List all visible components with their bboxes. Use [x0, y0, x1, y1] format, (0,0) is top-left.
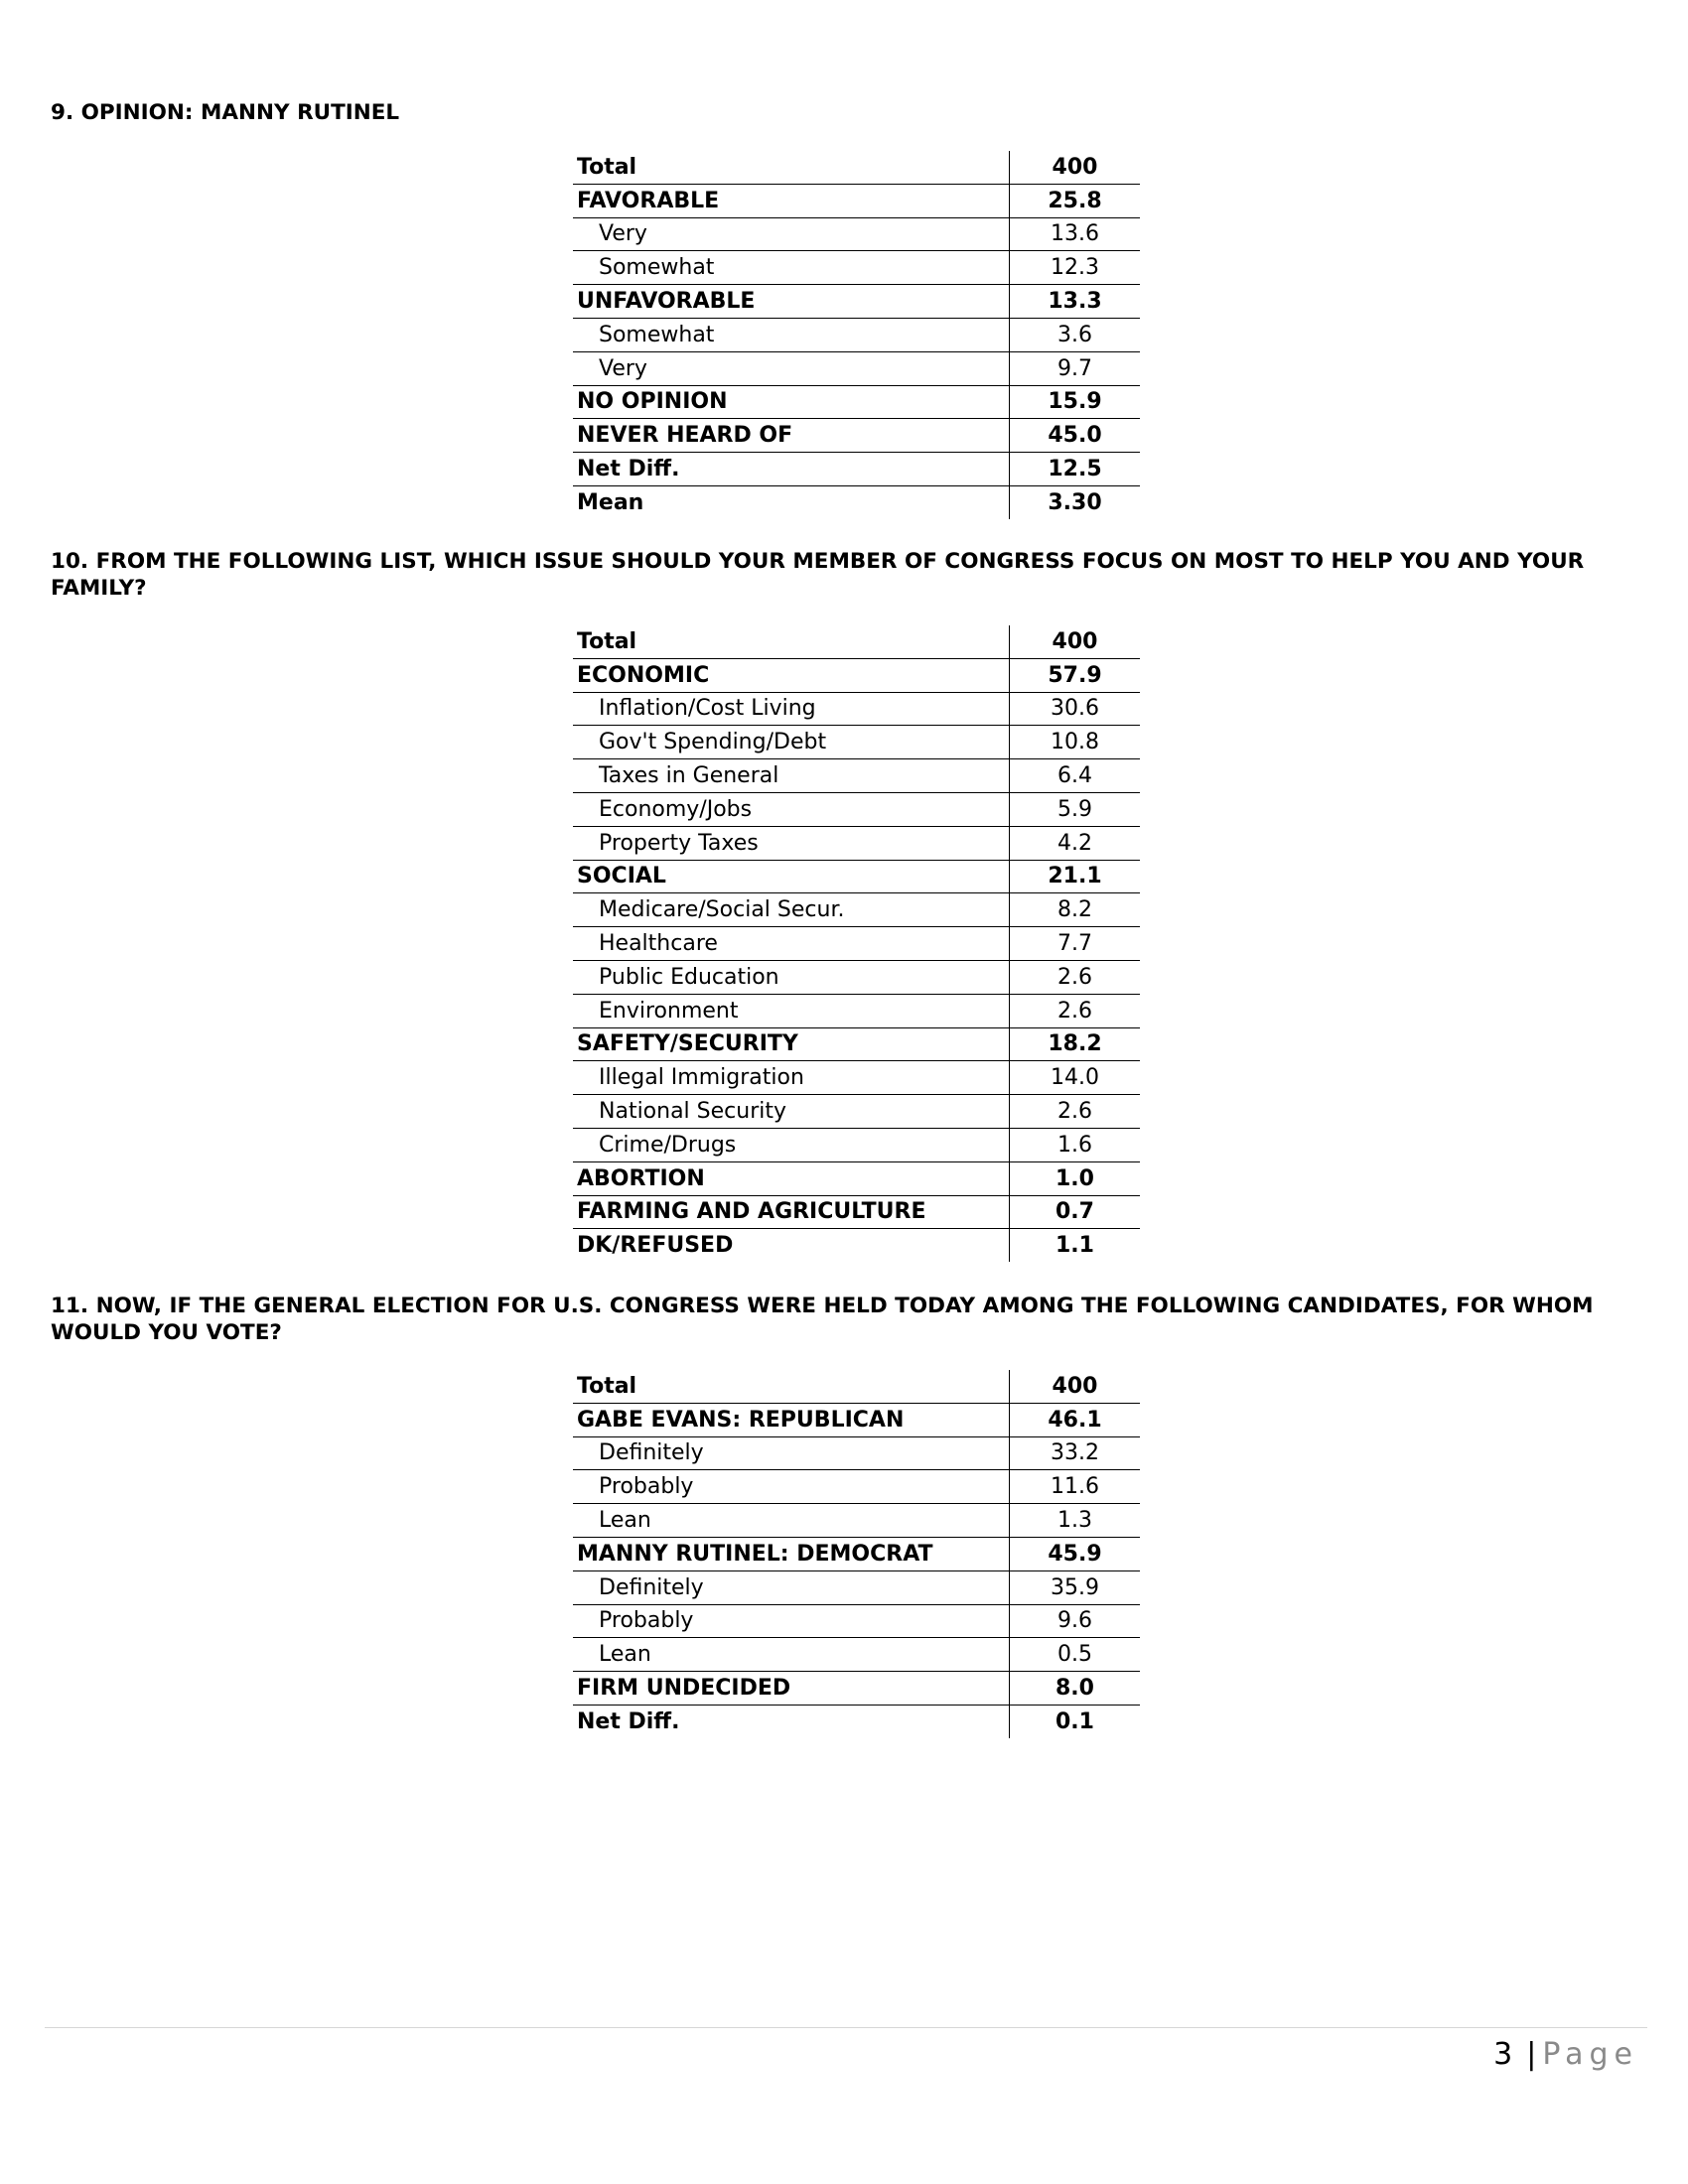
- row-value: 3.30: [1010, 485, 1141, 518]
- footer-divider: [45, 2027, 1647, 2028]
- row-label: Lean: [573, 1638, 1010, 1672]
- table-row: [573, 385, 1140, 419]
- row-value: 8.0: [1010, 1672, 1141, 1706]
- row-label: Net Diff.: [573, 453, 1010, 486]
- row-value: 0.7: [1010, 1195, 1141, 1229]
- row-label: Mean: [577, 489, 644, 515]
- table-row: [573, 726, 1140, 759]
- row-label: Probably: [573, 1604, 1010, 1638]
- row-value: 1.6: [1010, 1128, 1141, 1161]
- row-value: 45.9: [1010, 1537, 1141, 1570]
- row-label: Probably: [573, 1470, 1010, 1504]
- row-label: DK/REFUSED: [577, 1233, 734, 1259]
- row-label: Total: [573, 151, 1010, 184]
- row-label: Public Education: [573, 960, 1010, 994]
- table-row: [573, 1403, 1140, 1436]
- table-row: [573, 860, 1140, 893]
- row-value: 45.0: [1010, 419, 1141, 453]
- row-label: National Security: [573, 1095, 1010, 1129]
- row-value: 57.9: [1010, 658, 1141, 692]
- page-number: 3: [1493, 2037, 1513, 2072]
- row-value: 35.9: [1010, 1570, 1141, 1604]
- row-value: 15.9: [1010, 385, 1141, 419]
- table-row: [573, 893, 1140, 927]
- table-row: [573, 692, 1140, 726]
- row-value: 5.9: [1010, 792, 1141, 826]
- row-label: Medicare/Social Secur.: [573, 893, 1010, 927]
- row-label: Property Taxes: [573, 826, 1010, 860]
- q11-title: 11. NOW, IF THE GENERAL ELECTION FOR U.S. CONGRESS WERE HELD TODAY AMONG THE FOLLOWING CANDIDATES, FOR WHOM WOULD YOU VOTE?: [51, 1294, 1594, 1345]
- row-label: FIRM UNDECIDED: [573, 1672, 1010, 1706]
- row-value: 10.8: [1010, 726, 1141, 759]
- row-value: 2.6: [1010, 1095, 1141, 1129]
- q10-title: 10. FROM THE FOLLOWING LIST, WHICH ISSUE SHOULD YOUR MEMBER OF CONGRESS FOCUS ON MOST TO HELP YOU AND YOUR FAMILY?: [51, 549, 1585, 601]
- row-value: 4.2: [1010, 826, 1141, 860]
- table-row: [573, 217, 1140, 251]
- row-value: 9.7: [1010, 351, 1141, 385]
- table-row: [573, 826, 1140, 860]
- row-label: UNFAVORABLE: [573, 285, 1010, 319]
- table-row: [573, 994, 1140, 1027]
- row-value: 11.6: [1010, 1470, 1141, 1504]
- row-label: Economy/Jobs: [573, 792, 1010, 826]
- table-row: [573, 251, 1140, 285]
- row-value: 21.1: [1010, 860, 1141, 893]
- row-label: NO OPINION: [573, 385, 1010, 419]
- table-row: [573, 927, 1140, 961]
- row-value: 6.4: [1010, 759, 1141, 793]
- row-value: 3.6: [1010, 318, 1141, 351]
- row-label: ABORTION: [573, 1161, 1010, 1195]
- row-label: Illegal Immigration: [573, 1061, 1010, 1095]
- row-label: FAVORABLE: [573, 184, 1010, 217]
- row-label: Total: [573, 1370, 1010, 1403]
- row-label: Definitely: [573, 1570, 1010, 1604]
- row-label: Net Diff.: [577, 1708, 680, 1734]
- row-label: Inflation/Cost Living: [573, 692, 1010, 726]
- row-label: Definitely: [573, 1436, 1010, 1470]
- row-label: SOCIAL: [573, 860, 1010, 893]
- row-value: 46.1: [1010, 1403, 1141, 1436]
- row-label: Gov't Spending/Debt: [573, 726, 1010, 759]
- table-row: [573, 625, 1140, 658]
- row-label: GABE EVANS: REPUBLICAN: [573, 1403, 1010, 1436]
- row-value: 12.5: [1010, 453, 1141, 486]
- table-row: [573, 318, 1140, 351]
- row-value: 7.7: [1010, 927, 1141, 961]
- row-label: FARMING AND AGRICULTURE: [573, 1195, 1010, 1229]
- table-row: [573, 960, 1140, 994]
- q11-table: [573, 1370, 1140, 1738]
- table-row: [573, 792, 1140, 826]
- table-row: [573, 1672, 1140, 1706]
- page-footer: [1493, 2037, 1638, 2072]
- table-row: [573, 1027, 1140, 1061]
- row-value: 8.2: [1010, 893, 1141, 927]
- table-row: [573, 1705, 1140, 1737]
- table-row: [573, 453, 1140, 486]
- row-value: 1.1: [1010, 1229, 1141, 1262]
- row-label: Crime/Drugs: [573, 1128, 1010, 1161]
- row-value: 13.3: [1010, 285, 1141, 319]
- table-row: [573, 151, 1140, 184]
- row-value: 33.2: [1010, 1436, 1141, 1470]
- row-value: 400: [1010, 151, 1141, 184]
- table-row: [573, 1095, 1140, 1129]
- row-value: 0.1: [1010, 1705, 1141, 1737]
- row-value: 1.3: [1010, 1504, 1141, 1538]
- table-row: [573, 1436, 1140, 1470]
- row-value: 25.8: [1010, 184, 1141, 217]
- table-row: [573, 1161, 1140, 1195]
- q10-table: [573, 625, 1140, 1262]
- row-value: 2.6: [1010, 960, 1141, 994]
- row-label: NEVER HEARD OF: [573, 419, 1010, 453]
- row-value: 400: [1010, 1370, 1141, 1403]
- row-value: 18.2: [1010, 1027, 1141, 1061]
- row-label: Taxes in General: [573, 759, 1010, 793]
- row-label: Lean: [573, 1504, 1010, 1538]
- table-row: [573, 351, 1140, 385]
- row-value: 400: [1010, 625, 1141, 658]
- page-label: Page: [1542, 2037, 1638, 2072]
- table-row: [573, 759, 1140, 793]
- row-label: Somewhat: [573, 318, 1010, 351]
- table-row: [573, 658, 1140, 692]
- table-row: [573, 1504, 1140, 1538]
- table-row: [573, 184, 1140, 217]
- q9-title: 9. OPINION: MANNY RUTINEL: [51, 100, 400, 125]
- table-row: [573, 1128, 1140, 1161]
- row-value: 30.6: [1010, 692, 1141, 726]
- row-value: 2.6: [1010, 994, 1141, 1027]
- row-value: 0.5: [1010, 1638, 1141, 1672]
- row-label: ECONOMIC: [573, 658, 1010, 692]
- row-label: Very: [573, 217, 1010, 251]
- row-label: Healthcare: [573, 927, 1010, 961]
- table-row: [573, 285, 1140, 319]
- q9-table: [573, 151, 1140, 519]
- table-row: [573, 1604, 1140, 1638]
- row-value: 13.6: [1010, 217, 1141, 251]
- table-row: [573, 485, 1140, 518]
- table-row: [573, 1195, 1140, 1229]
- footer-separator: |: [1526, 2037, 1537, 2072]
- table-row: [573, 1370, 1140, 1403]
- row-value: 9.6: [1010, 1604, 1141, 1638]
- table-row: [573, 1537, 1140, 1570]
- row-label: SAFETY/SECURITY: [573, 1027, 1010, 1061]
- row-label: Environment: [573, 994, 1010, 1027]
- row-label: Very: [573, 351, 1010, 385]
- table-row: [573, 1638, 1140, 1672]
- row-label: Somewhat: [573, 251, 1010, 285]
- table-row: [573, 419, 1140, 453]
- table-row: [573, 1061, 1140, 1095]
- row-value: 14.0: [1010, 1061, 1141, 1095]
- row-value: 12.3: [1010, 251, 1141, 285]
- table-row: [573, 1570, 1140, 1604]
- row-label: Total: [573, 625, 1010, 658]
- table-row: [573, 1229, 1140, 1262]
- row-value: 1.0: [1010, 1161, 1141, 1195]
- table-row: [573, 1470, 1140, 1504]
- row-label: MANNY RUTINEL: DEMOCRAT: [573, 1537, 1010, 1570]
